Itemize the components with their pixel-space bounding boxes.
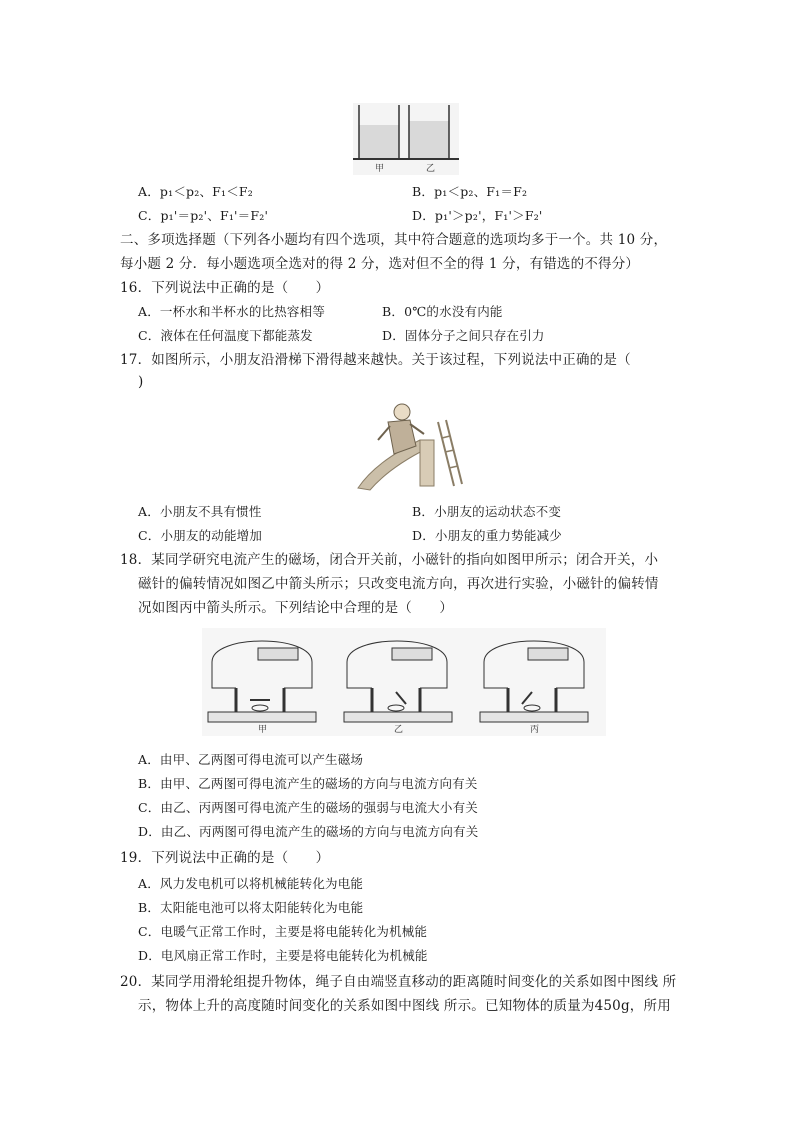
- beakers-figure: [353, 103, 459, 175]
- q18-stem-line3: 况如图丙中箭头所示。下列结论中合理的是（ ）: [138, 600, 454, 616]
- q16-option-a: A．一杯水和半杯水的比热容相等: [138, 304, 326, 319]
- q19-option-c: C．电暖气正常工作时，主要是将电能转化为机械能: [138, 924, 428, 939]
- beaker-label-yi: 乙: [426, 164, 436, 174]
- q17-option-c: C．小朋友的动能增加: [138, 528, 263, 543]
- q15-option-b: B．p₁＜p₂、F₁＝F₂: [412, 184, 528, 199]
- q18-option-c: C．由乙、丙两图可得电流产生的磁场的强弱与电流大小有关: [138, 800, 478, 815]
- q17-option-d: D．小朋友的重力势能减少: [412, 528, 562, 543]
- q17-option-a: A．小朋友不具有惯性: [138, 504, 262, 519]
- q15-option-a: A．p₁＜p₂、F₁＜F₂: [138, 184, 254, 199]
- q15-option-d: D．p₁'＞p₂'，F₁'＞F₂': [412, 208, 543, 223]
- section2-heading-line2: 每小题 2 分．每小题选项全选对的得 2 分，选对但不全的得 1 分，有错选的不得分）: [120, 256, 640, 272]
- circuit-label-bing: 丙: [530, 725, 540, 735]
- q18-option-a: A．由甲、乙两图可得电流可以产生磁场: [138, 752, 364, 767]
- q17-stem-line1: 17．如图所示，小朋友沿滑梯下滑得越来越快。关于该过程，下列说法中正确的是（: [120, 352, 631, 368]
- q18-stem-line1: 18．某同学研究电流产生的磁场，闭合开关前，小磁针的指向如图甲所示；闭合开关，小: [120, 552, 659, 568]
- q20-stem-line1: 20．某同学用滑轮组提升物体，绳子自由端竖直移动的距离随时间变化的关系如图中图线 所: [120, 974, 677, 990]
- slide-figure: [350, 400, 466, 492]
- q17-option-b: B．小朋友的运动状态不变: [412, 504, 562, 519]
- q20-stem-line2: 示，物体上升的高度随时间变化的关系如图中图线 所示。已知物体的质量为450g，所用: [138, 998, 671, 1014]
- q15-option-c: C．p₁'＝p₂'、F₁'＝F₂': [138, 208, 269, 223]
- q19-stem: 19．下列说法中正确的是（ ）: [120, 850, 330, 866]
- q18-option-d: D．由乙、丙两图可得电流产生的磁场的方向与电流方向有关: [138, 824, 479, 839]
- beaker-label-jia: 甲: [375, 164, 385, 174]
- circuit-label-yi: 乙: [394, 725, 404, 735]
- section2-heading-line1: 二、多项选择题（下列各小题均有四个选项，其中符合题意的选项均多于一个。共 10 分，: [120, 232, 668, 248]
- q16-option-b: B．0℃的水没有内能: [382, 304, 503, 319]
- q16-option-d: D．固体分子之间只存在引力: [382, 328, 545, 343]
- q19-option-a: A．风力发电机可以将机械能转化为电能: [138, 876, 364, 891]
- q19-option-d: D．电风扇正常工作时，主要是将电能转化为机械能: [138, 948, 428, 963]
- q19-option-b: B．太阳能电池可以将太阳能转化为电能: [138, 900, 364, 915]
- q16-option-c: C．液体在任何温度下都能蒸发: [138, 328, 313, 343]
- circuit-figures: [202, 628, 606, 736]
- q16-stem: 16．下列说法中正确的是（ ）: [120, 280, 330, 296]
- circuit-label-jia: 甲: [258, 725, 268, 735]
- q18-option-b: B．由甲、乙两图可得电流产生的磁场的方向与电流方向有关: [138, 776, 478, 791]
- q18-stem-line2: 磁针的偏转情况如图乙中箭头所示；只改变电流方向，再次进行实验，小磁针的偏转情: [138, 576, 659, 592]
- q17-stem-line2: ): [138, 374, 144, 390]
